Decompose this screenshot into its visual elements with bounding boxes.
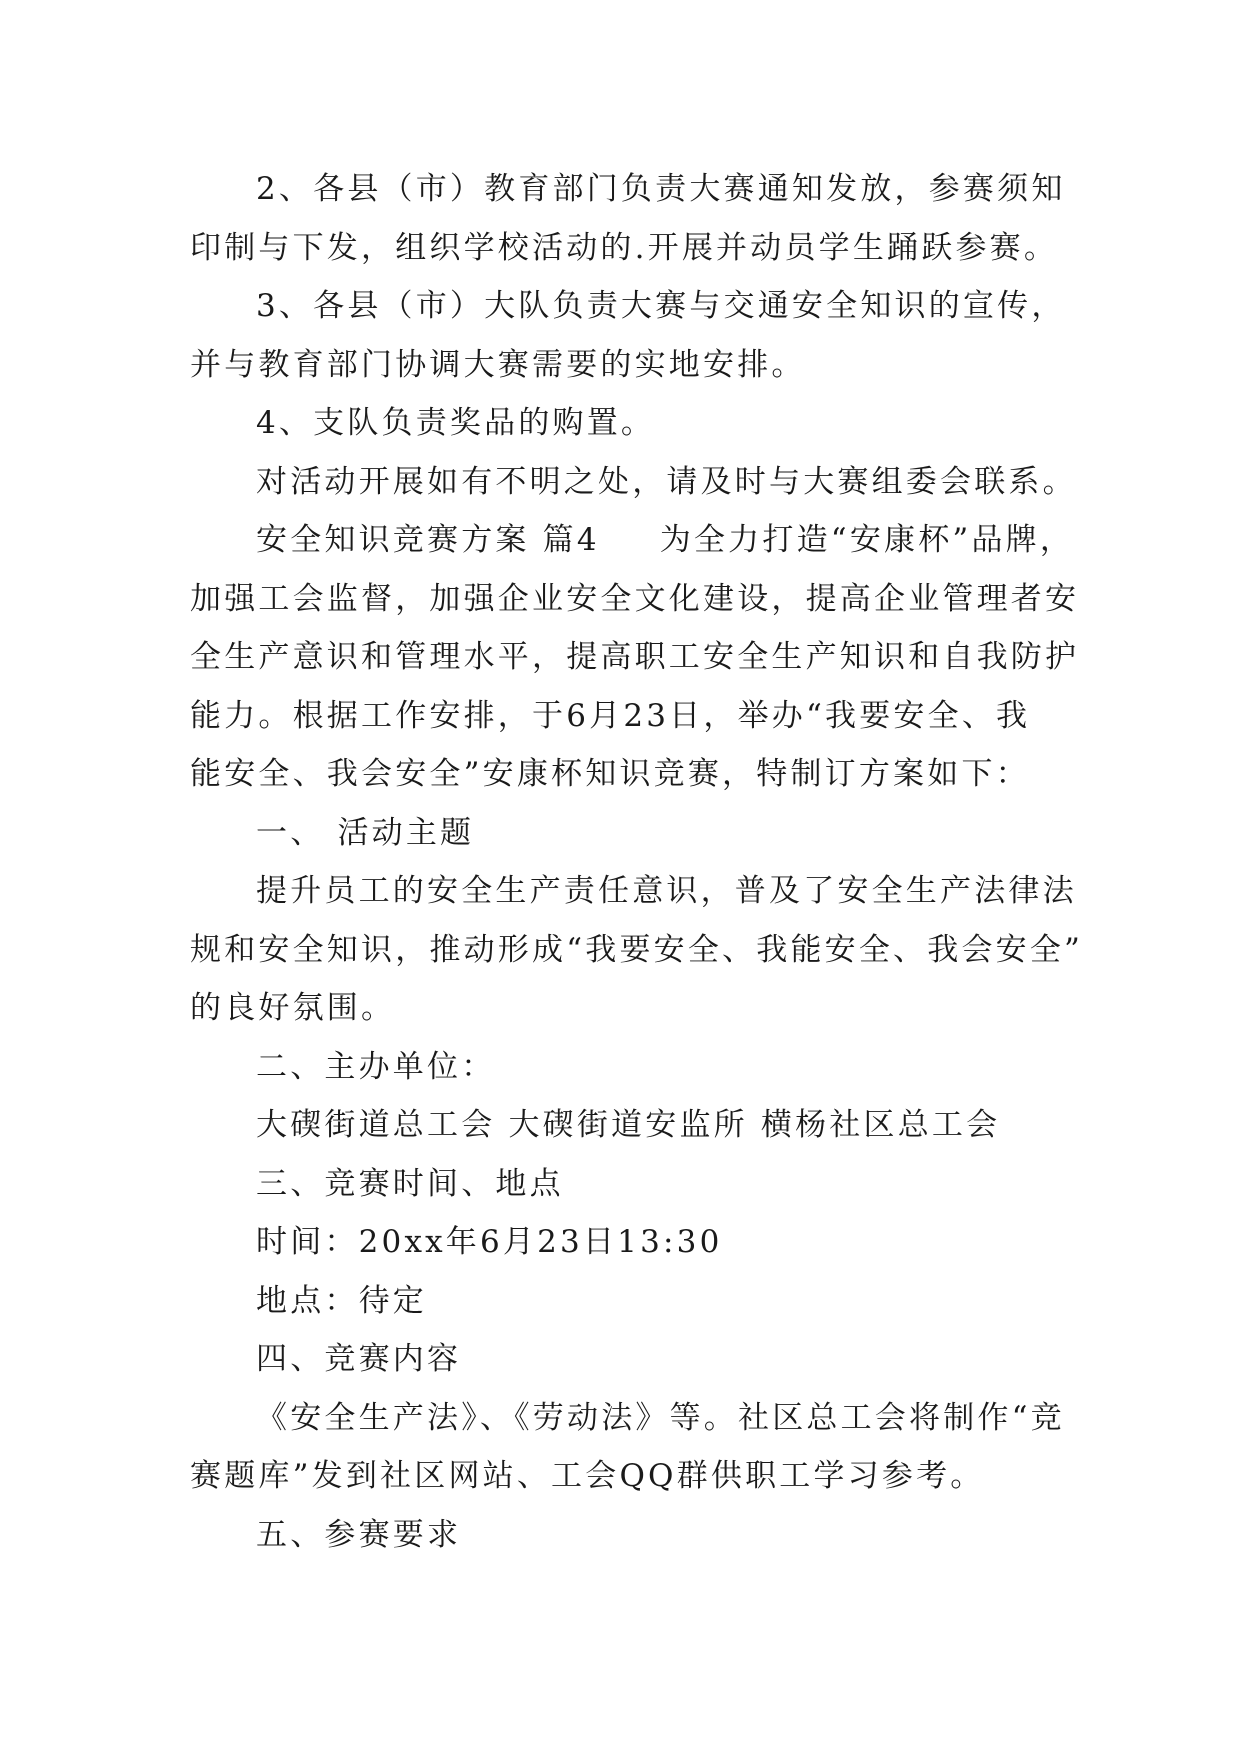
text-line: 规和安全知识，推动形成“我要安全、我能安全、我会安全”	[190, 931, 1084, 968]
document-page	[190, 160, 1084, 1564]
text-line: 提升员工的安全生产责任意识，普及了安全生产法律法	[256, 873, 1077, 909]
text-line: 赛题库”发到社区网站、工会QQ群供职工学习参考。	[190, 1458, 985, 1494]
text-line: 3、各县（市）大队负责大赛与交通安全知识的宣传，	[256, 288, 1066, 324]
text-line: 能安全、我会安全”安康杯知识竞赛，特制订方案如下：	[190, 756, 1030, 792]
text-line: 4、支队负责奖品的购置。	[256, 405, 656, 441]
text-line: 时间：20xx年6月23日13:30	[256, 1224, 723, 1260]
section-title: 五、参赛要求	[256, 1516, 462, 1553]
section-heading-line	[190, 511, 1075, 570]
text-line: 《安全生产法》、《劳动法》等。社区总工会将制作“竞	[256, 1399, 1065, 1436]
section-title: 三、竞赛时间、地点	[256, 1165, 564, 1202]
text-line: 并与教育部门协调大赛需要的实地安排。	[190, 346, 806, 383]
section-heading: 安全知识竞赛方案 篇4	[256, 522, 600, 558]
section-title: 二、主办单位：	[256, 1048, 496, 1085]
text-line: 加强工会监督，加强企业安全文化建设，提高企业管理者安	[190, 580, 1080, 617]
text-line: 全生产意识和管理水平，提高职工安全生产知识和自我防护	[190, 639, 1080, 675]
text-line: 大碶街道总工会 大碶街道安监所 横杨社区总工会	[256, 1107, 1001, 1143]
text-line: 印制与下发，组织学校活动的.开展并动员学生踊跃参赛。	[190, 229, 1059, 266]
text-line: 地点：待定	[256, 1282, 427, 1319]
text-line: 对活动开展如有不明之处，请及时与大赛组委会联系。	[256, 463, 1077, 500]
section-title: 四、竞赛内容	[256, 1341, 462, 1377]
section-title: 一、 活动主题	[256, 814, 475, 851]
text-line-tail: 为全力打造“安康杯”品牌，	[659, 522, 1075, 558]
text-line: 2、各县（市）教育部门负责大赛通知发放，参赛须知	[256, 171, 1066, 207]
text-line: 能力。根据工作安排，于6月23日，举办“我要安全、我	[190, 697, 1031, 734]
text-line: 的良好氛围。	[190, 990, 396, 1026]
